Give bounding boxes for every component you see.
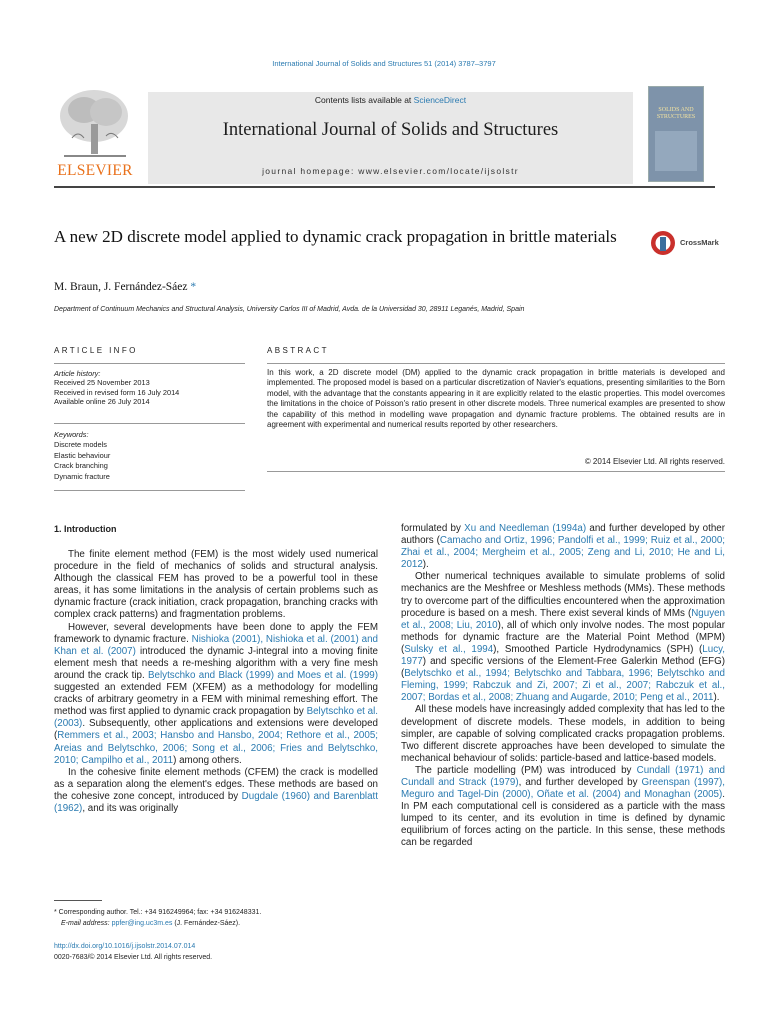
section-heading-introduction: 1. Introduction — [54, 524, 117, 534]
cover-title-line-2: STRUCTURES — [656, 114, 696, 120]
citation-link[interactable]: Remmers et al., 2003; Hansbo and Hansbo, 2004; Rethore et al., 2005; Areias and Belytschko, 2006; Song et al., 2006; Fries and Belytschko, 2010; Campilho et al., 2011 — [54, 730, 378, 766]
crossmark-button[interactable] — [650, 230, 730, 258]
text: ), Smoothed Particle Hydrodynamics (SPH) ( — [493, 643, 703, 655]
citation-link[interactable]: Dugdale (1960) and Barenblatt (1962) — [54, 790, 378, 814]
text: Other numerical techniques available to simulate problems of solid mechanics are the Meshfree or Meshless methods (MMs). These methods try to overcome part of the difficulties encountered when the approximation procedure is based on a mesh. There exist several kinds of MMs ( — [401, 571, 725, 619]
text: The particle modelling (PM) was introduced by — [415, 764, 637, 776]
text: ) among others. — [173, 754, 242, 766]
keyword-item: Dynamic fracture — [54, 471, 110, 481]
journal-cover-image[interactable] — [648, 86, 704, 182]
citation-link[interactable]: Belytschko and Black (1999) and Moes et al. (1999) — [148, 669, 378, 681]
email-label: E-mail address: — [61, 920, 112, 927]
citation-link[interactable]: Nguyen et al., 2008; Liu, 2010 — [401, 607, 725, 631]
text: introduced the dynamic J-integral into a moving finite element mesh that needs a re-meshing algorithm with a very fine mesh around the crack tip. — [54, 645, 378, 681]
corresponding-author-note — [54, 907, 384, 918]
abstract-copyright: © 2014 Elsevier Ltd. All rights reserved. — [584, 457, 725, 466]
citation-link[interactable]: Belytschko et al., 1994; Belytschko and Tabbara, 1996; Belytschko and Fleming, 1999; Rabczuk and Zi, 2007; Zi et al., 2007; Rabczuk et al., 2007; Bordas et al., 2008; Zhuang and Augarde, 2010; Peng et al., 2011 — [401, 668, 725, 704]
footnote-divider — [54, 900, 102, 901]
paragraph — [54, 622, 378, 767]
affiliation: Department of Continuum Mechanics and Structural Analysis, University Carlos III of Madrid, Avda. de la Universidad 30, 28911 Leganés, Madrid, Spain — [54, 306, 525, 313]
text: formulated by — [401, 523, 465, 534]
paragraph: All these models have increasingly added complexity that has led to the development of discrete models. These models, in addition to being simpler, are capable of solving complicated cracks propagation problems. Two different discrete approaches have been developed to simulate the mechanical behaviour of solids: particle-based and lattice-based models. — [401, 704, 725, 764]
citation-link[interactable]: Lucy, 1977 — [401, 643, 725, 668]
doi-block — [54, 941, 212, 963]
journal-title: International Journal of Solids and Structures — [222, 120, 559, 140]
body-column-right — [401, 523, 725, 850]
crossmark-label: CrossMark — [680, 238, 719, 247]
journal-banner — [148, 92, 633, 184]
paragraph — [401, 523, 725, 571]
cover-artwork — [655, 131, 697, 171]
elsevier-logo[interactable] — [54, 86, 136, 180]
cover-title — [653, 107, 699, 121]
email-line — [54, 918, 384, 929]
text: , and its was originally — [82, 802, 179, 814]
contents-prefix: Contents lists available at — [314, 95, 414, 105]
citation-link[interactable]: Cundall (1971) and Cundall and Strack (1979) — [401, 764, 725, 788]
text: ), all of which only involve nodes. The most popular methods for dynamic fracture are the Material Point Method (MPM) ( — [401, 619, 726, 655]
article-title: A new 2D discrete model applied to dynamic crack propagation in brittle materials — [54, 227, 617, 246]
text: However, several developments have been done to apply the FEM framework to dynamic fracture. — [54, 621, 378, 645]
email-link[interactable]: ppfer@ing.uc3m.es — [111, 920, 173, 927]
footnote-text: Corresponding author. Tel.: +34 916249964; fax: +34 916248331. — [56, 909, 262, 916]
article-history — [54, 369, 254, 407]
text: ). — [713, 692, 720, 704]
citation-link[interactable]: Sulsky et al., 1994 — [404, 643, 494, 655]
contents-line — [148, 95, 633, 105]
footnote — [54, 907, 384, 929]
text: In the cohesive finite element methods (CFEM) the crack is modelled as a separation along the element's edges. These methods are based on the cohesive zone concept, introduced by — [54, 766, 378, 802]
abstract-heading: ABSTRACT — [267, 346, 329, 355]
history-item: Received 25 November 2013 — [54, 378, 150, 388]
paragraph — [54, 767, 378, 815]
corresponding-author-mark[interactable]: * — [187, 281, 197, 293]
paragraph — [401, 765, 725, 850]
header-divider — [54, 186, 715, 188]
publisher-name: ELSEVIER — [57, 162, 133, 179]
paragraph: The finite element method (FEM) is the most widely used numerical procedure in the field of mechanics of solids and structural analysis. Although the classical FEM has proved to be a powerful tool in these areas, it has some limitations in the analysis of certain problems such as dynamic fracture (crack initiation, crack propagation, branching cracks with complex crack patterns) and fragmentation problems. — [54, 549, 378, 621]
text: suggested an extended FEM (XFEM) as a methodology for modelling cracks of arbitrary geometry in a FEM with minimal remeshing effort. The method was first applied to dynamic crack propagation by — [54, 682, 378, 718]
history-label: Article history: — [54, 369, 101, 378]
citation-link[interactable]: Belytschko et al. (2003) — [54, 706, 378, 730]
footnote-mark: * — [54, 909, 57, 916]
article-info-heading: ARTICLE INFO — [54, 346, 138, 355]
text: ) and specific versions of the Element-Free Galerkin Method (EFG) ( — [401, 656, 725, 680]
divider — [54, 490, 245, 491]
abstract-text: In this work, a 2D discrete model (DM) applied to the dynamic crack propagation in brittle materials is developed and implemented. The proposed model is based on a particular discretization of Navier's equations, presenting similarities to the Born model, with the advantage that the constants appearing in it are explicitly related to the elastic properties. This model overcomes the limitations in the choice of Poisson's ratio present in other discrete models. Three numerical examples are presented to show the capability of this method in modelling wave propagation and dynamic fracture problems. The obtained results are in agreement with experimental and numerical results reported by other researchers. — [267, 368, 725, 430]
citation-link[interactable]: Xu and Needleman (1994a) — [464, 523, 587, 534]
journal-reference[interactable]: International Journal of Solids and Structures 51 (2014) 3787–3797 — [272, 59, 496, 68]
history-item: Received in revised form 16 July 2014 — [54, 387, 180, 397]
keywords-label: Keywords: — [54, 430, 89, 439]
sciencedirect-link[interactable]: ScienceDirect — [413, 95, 467, 105]
body-column-left — [54, 549, 378, 815]
crossmark-icon — [650, 230, 676, 256]
citation-link[interactable]: Camacho and Ortiz, 1996; Pandolfi et al., 1999; Ruiz et al., 2000; Zhai et al., 2004; Mergheim et al., 2005; Zeng and Li, 2010; He and Li, 2012 — [401, 535, 725, 571]
email-suffix: (J. Fernández-Sáez). — [172, 920, 241, 927]
cover-title-line-1: SOLIDS AND — [658, 107, 694, 113]
divider — [267, 471, 725, 472]
authors — [54, 281, 196, 293]
divider — [54, 363, 245, 364]
issn-copyright: 0020-7683/© 2014 Elsevier Ltd. All rights reserved. — [54, 954, 213, 961]
divider — [267, 363, 725, 364]
paragraph — [401, 571, 725, 704]
keyword-item: Crack branching — [54, 461, 108, 471]
author-names: M. Braun, J. Fernández-Sáez — [54, 281, 188, 293]
text: . Subsequently, other applications and extensions were developed ( — [54, 718, 378, 742]
divider — [54, 423, 245, 424]
keywords — [54, 430, 254, 482]
text: and further developed by other authors ( — [401, 523, 725, 547]
journal-homepage[interactable]: journal homepage: www.elsevier.com/locate/ijsolstr — [262, 166, 519, 176]
history-item: Available online 26 July 2014 — [54, 397, 150, 407]
citation-link[interactable]: Nishioka (2001), Nishioka et al. (2001) and Khan et al. (2007) — [54, 633, 378, 657]
keyword-item: Elastic behaviour — [54, 450, 111, 460]
text: ). — [422, 559, 429, 571]
doi-link[interactable]: http://dx.doi.org/10.1016/j.ijsolstr.2014.07.014 — [54, 943, 196, 950]
keyword-item: Discrete models — [54, 440, 107, 450]
text: . In PM each computational cell is considered as a particle with the mass lumped to its center, and its evolution in time is defined by dynamic equilibrium of forces acting on the particle. In this sense, these methods can be regarded — [401, 789, 725, 849]
text: , and further developed by — [518, 776, 642, 788]
citation-link[interactable]: Greenspan (1997), Meguro and Tagel-Din (2000), Oñate et al. (2004) and Monaghan (2005) — [401, 776, 725, 801]
